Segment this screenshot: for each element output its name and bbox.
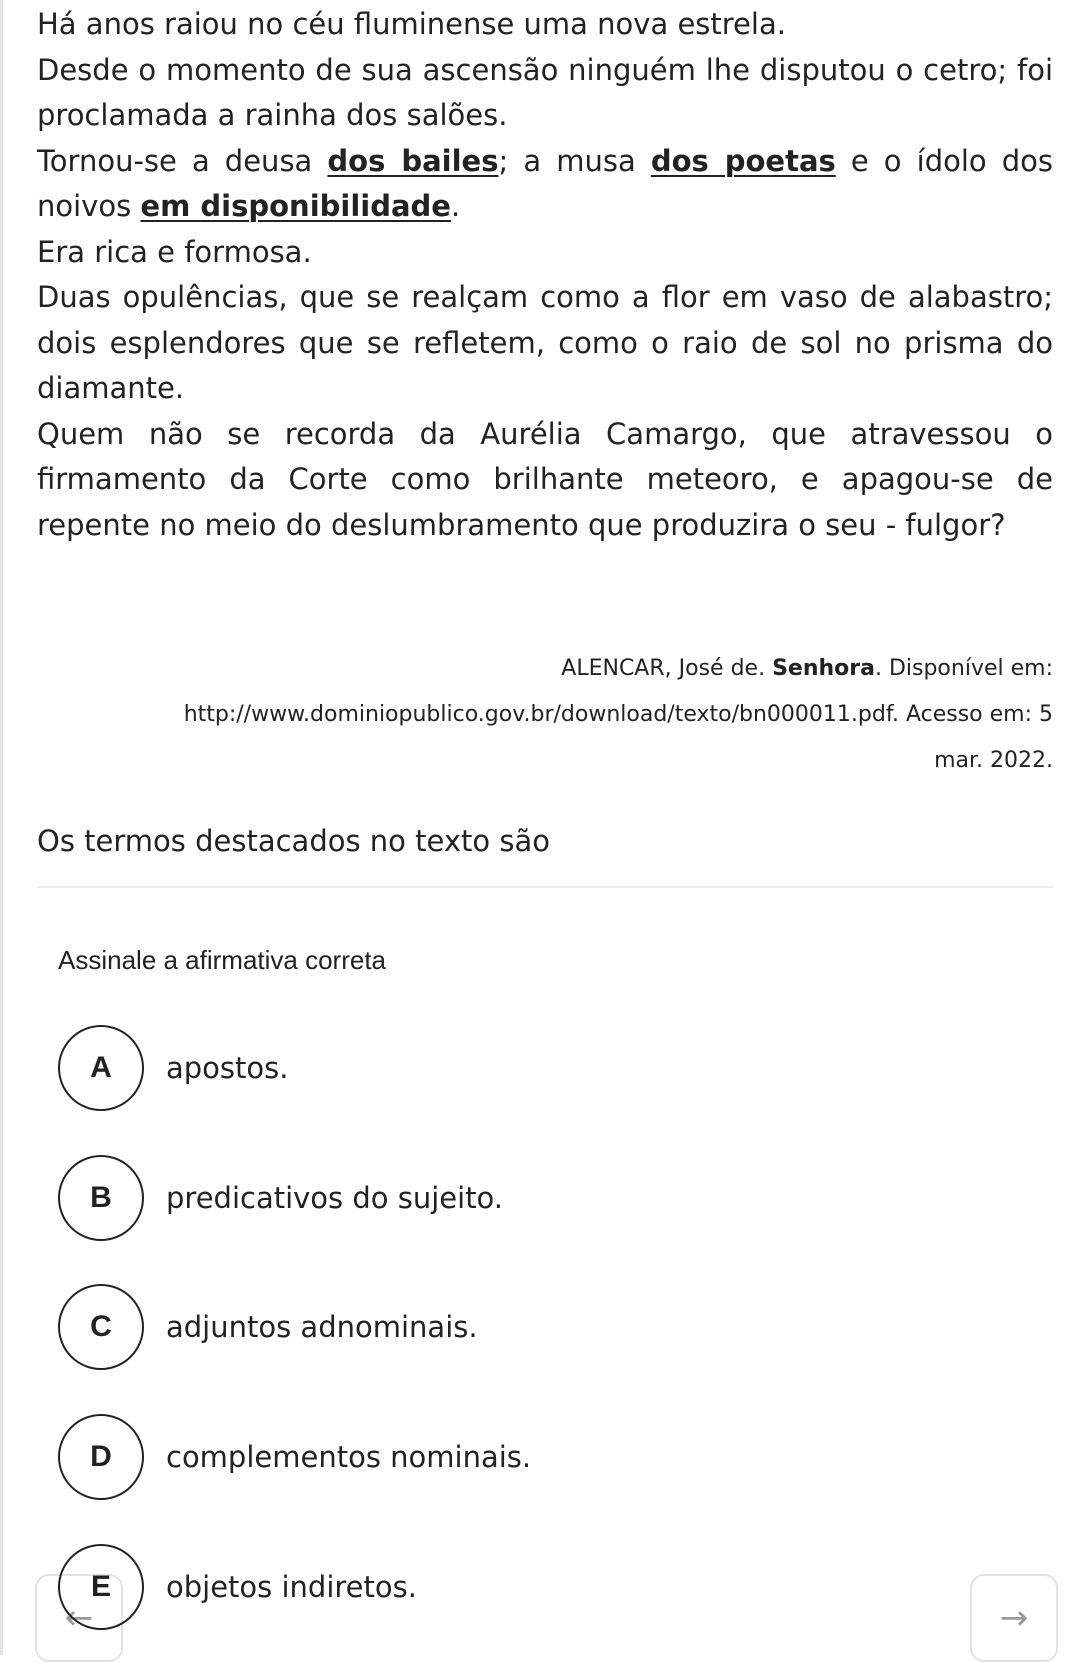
- option-text: predicativos do sujeito.: [166, 1181, 504, 1215]
- highlighted-term: em disponibilidade: [140, 189, 451, 223]
- passage-paragraph: Há anos raiou no céu fluminense uma nova estrela.: [37, 7, 786, 41]
- citation-line: [37, 646, 1053, 692]
- source-citation: [37, 646, 1053, 784]
- passage-text: .: [450, 189, 461, 223]
- passage-paragraph: Desde o momento de sua ascensão ninguém lhe disputou o cetro; foi proclamada a rainha dos salões.: [37, 52, 1053, 132]
- passage-paragraph: Era rica e formosa.: [37, 234, 312, 269]
- option-letter-circle[interactable]: D: [58, 1414, 144, 1500]
- question-prompt: Os termos destacados no texto são: [37, 824, 550, 858]
- arrow-right-icon: →: [999, 1598, 1029, 1638]
- citation-title: Senhora: [772, 656, 875, 681]
- highlighted-term: dos bailes: [327, 143, 499, 178]
- answer-option-a[interactable]: [58, 1025, 288, 1111]
- option-text: adjuntos adnominais.: [166, 1310, 478, 1344]
- answer-option-b[interactable]: [58, 1155, 503, 1241]
- option-text: objetos indiretos.: [166, 1570, 417, 1604]
- passage-paragraph: Quem não se recorda da Aurélia Camargo, que atravessou o firmamento da Corte como brilhante meteoro, e apagou-se de repente no meio do deslumbramento que produzira o seu - fulgor?: [37, 416, 1053, 542]
- arrow-left-icon: ←: [64, 1598, 94, 1638]
- passage-paragraph-highlighted: [37, 139, 1053, 230]
- option-text: complementos nominais.: [166, 1440, 532, 1474]
- citation-url: http://www.dominiopublico.gov.br/download/texto/bn000011.pdf. Acesso em: 5: [183, 702, 1053, 727]
- answer-option-d[interactable]: [58, 1414, 531, 1500]
- passage-text: e o ídolo dos noivos: [37, 143, 1053, 223]
- passage-text: Tornou-se a deusa: [37, 143, 328, 178]
- option-letter-circle[interactable]: A: [58, 1025, 144, 1111]
- answer-option-c[interactable]: [58, 1284, 478, 1370]
- answer-option-e[interactable]: [58, 1544, 417, 1630]
- question-passage: [37, 2, 1053, 548]
- page-left-border: [0, 0, 3, 1655]
- option-letter-circle[interactable]: B: [58, 1155, 144, 1241]
- passage-text: ; a musa: [498, 143, 651, 178]
- answer-instruction: Assinale a afirmativa correta: [58, 945, 387, 975]
- citation-date: mar. 2022.: [934, 748, 1053, 773]
- option-letter-circle[interactable]: C: [58, 1284, 144, 1370]
- highlighted-term: dos poetas: [650, 143, 836, 178]
- citation-available: . Disponível em:: [874, 656, 1053, 681]
- citation-author: ALENCAR, José de.: [561, 656, 773, 681]
- divider: [37, 886, 1053, 888]
- passage-paragraph: Duas opulências, que se realçam como a flor em vaso de alabastro; dois esplendores que se refletem, como o raio de sol no prisma do diamante.: [37, 280, 1053, 405]
- option-text: apostos.: [166, 1051, 289, 1085]
- next-button[interactable]: [970, 1574, 1058, 1662]
- option-letter-circle[interactable]: E: [58, 1544, 144, 1630]
